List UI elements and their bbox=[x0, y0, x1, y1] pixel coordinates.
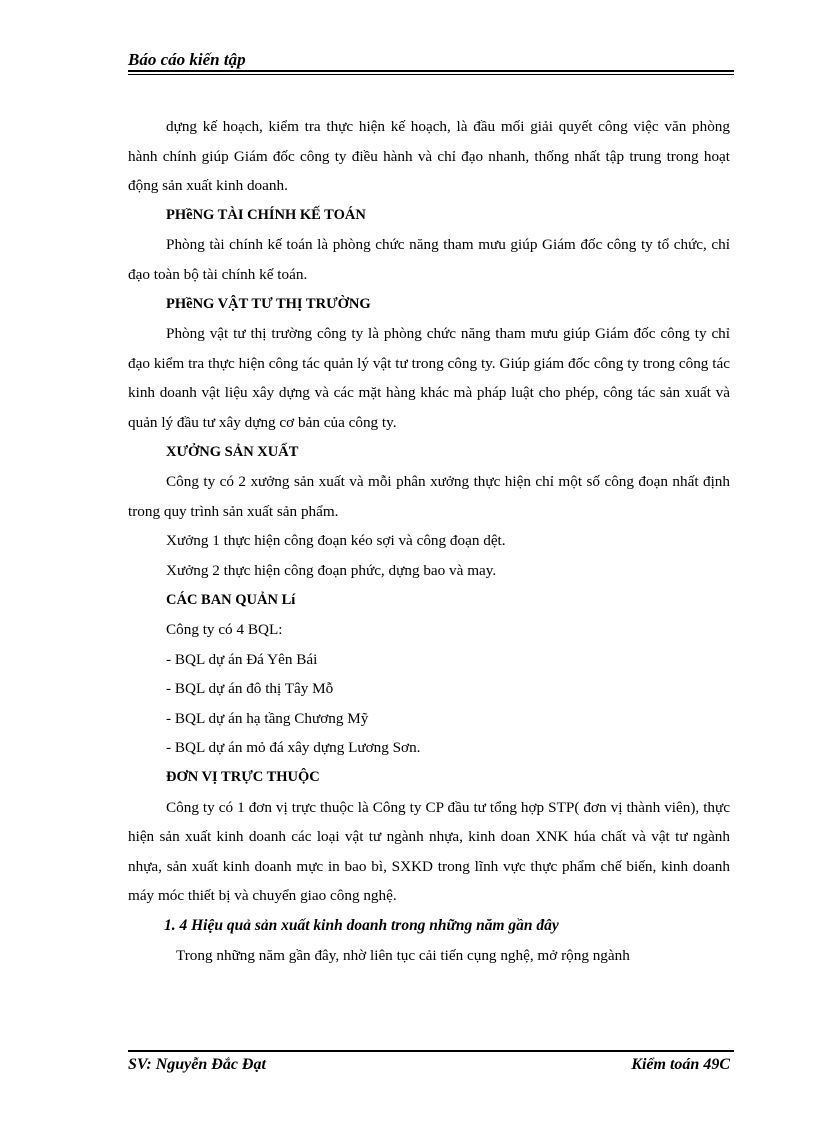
paragraph-workshop-2: Xưởng 2 thực hiện công đoạn phức, dựng bao và may. bbox=[166, 561, 497, 579]
page-header-title: Báo cáo kiến tập bbox=[128, 50, 246, 69]
list-item: - BQL dự án Đá Yên Bái bbox=[166, 650, 318, 668]
footer-class-name: Kiểm toán 49C bbox=[631, 1056, 730, 1073]
paragraph-business-efficiency: Trong những năm gần đây, nhờ liên tục cải tiến cụng nghệ, mở rộng ngành bbox=[176, 946, 630, 964]
paragraph-management-boards: Công ty có 4 BQL: bbox=[166, 621, 283, 639]
paragraph-subsidiary-units: Công ty có 1 đơn vị trực thuộc là Công ty CP đầu tư tổng hợp STP( đơn vị thành viên), thực hiện sản xuất kinh doanh các loại vật tư ngành nhựa, kinh doan XNK húa chất và vật tư ngành nhựa, sản xuất kinh doanh mực in bao bì, SXKD trong lĩnh vực thực phẩm chế biến, kinh doanh máy móc thiết bị và chuyển giao công nghệ. bbox=[128, 798, 730, 905]
list-item: - BQL dự án đô thị Tây Mỗ bbox=[166, 680, 334, 698]
heading-production-workshop: XƯỞNG SẢN XUẤT bbox=[166, 443, 299, 460]
footer-divider bbox=[128, 1050, 734, 1052]
section-heading-business-efficiency: 1. 4 Hiệu quả sản xuất kinh doanh trong những năm gần đây bbox=[164, 917, 559, 935]
document-body bbox=[128, 112, 730, 970]
paragraph-materials-market: Phòng vật tư thị trường công ty là phòng chức năng tham mưu giúp Giám đốc công ty chỉ đạo kiểm tra thực hiện công tác quản lý vật tư trong công ty. Giúp giám đốc công ty trong công tác kinh doanh vật liệu xây dựng và các mặt hàng khác mà pháp luật cho phép, công tác sản xuất và quản lý đầu tư xây dựng cơ bản của công ty. bbox=[128, 325, 730, 431]
paragraph-admin-office: dựng kế hoạch, kiểm tra thực hiện kế hoạch, là đầu mối giải quyết công việc văn phòng hành chính giúp Giám đốc công ty điều hành và chỉ đạo nhanh, thống nhất tập trung trong hoạt động sản xuất kinh doanh. bbox=[128, 118, 730, 195]
paragraph-workshop-1: Xưởng 1 thực hiện công đoạn kéo sợi và công đoạn dệt. bbox=[166, 532, 506, 550]
heading-finance-accounting: PHềNG TÀI CHÍNH KẾ TOÁN bbox=[166, 206, 366, 223]
heading-materials-market: PHềNG VẬT TƯ THỊ TRƯỜNG bbox=[166, 295, 371, 312]
heading-management-boards: CÁC BAN QUẢN Lí bbox=[166, 591, 296, 608]
paragraph-finance-accounting: Phòng tài chính kế toán là phòng chức năng tham mưu giúp Giám đốc công ty tổ chức, chỉ đạo toàn bộ tài chính kế toán. bbox=[128, 236, 730, 283]
paragraph-production-workshop: Công ty có 2 xưởng sản xuất và mỗi phân xưởng thực hiện chỉ một số công đoạn nhất định trong quy trình sản xuất sản phẩm. bbox=[128, 473, 730, 520]
heading-subsidiary-units: ĐƠN VỊ TRỰC THUỘC bbox=[166, 769, 320, 786]
header-divider bbox=[128, 70, 734, 72]
list-item: - BQL dự án mỏ đá xây dựng Lương Sơn. bbox=[166, 739, 421, 757]
footer-student-name: SV: Nguyễn Đắc Đạt bbox=[128, 1056, 266, 1073]
header-divider-thin bbox=[128, 74, 734, 75]
list-item: - BQL dự án hạ tầng Chương Mỹ bbox=[166, 709, 369, 727]
